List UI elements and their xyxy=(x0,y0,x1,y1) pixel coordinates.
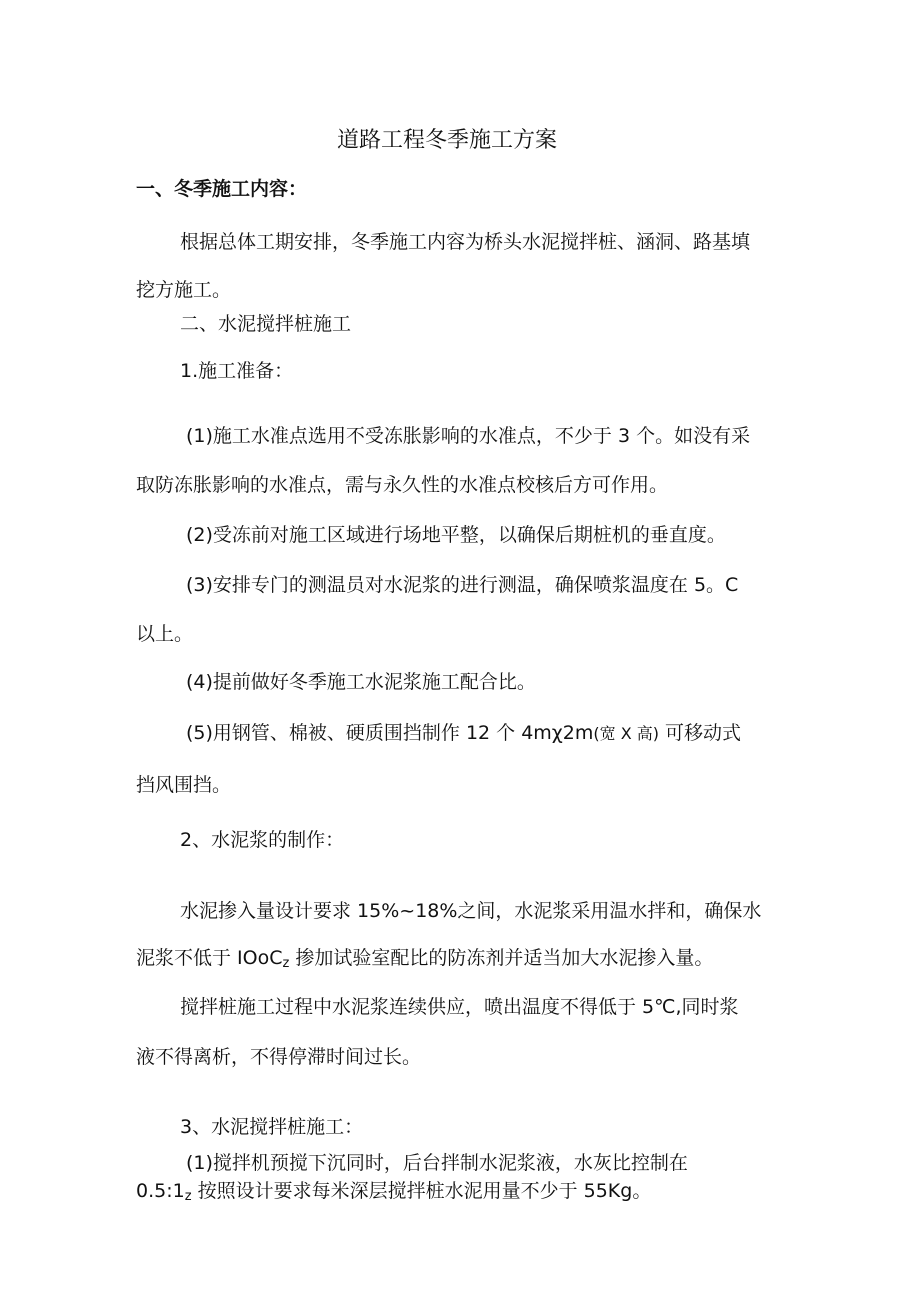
paragraph-line: (1)搅拌机预搅下沉同时，后台拌制水泥浆液，水灰比控制在 xyxy=(186,1152,688,1174)
subsection-heading-slurry: 2、水泥浆的制作： xyxy=(180,829,345,851)
paragraph-text: 0.5:1 xyxy=(136,1180,185,1202)
list-item-line xyxy=(186,721,741,746)
page-title: 道路工程冬季施工方案 xyxy=(337,128,558,153)
paragraph-line: 挖方施工。 xyxy=(136,279,232,301)
paragraph-text: 按照设计要求每米深层搅拌桩水泥用量不少于 55Kg。 xyxy=(191,1180,652,1202)
list-item-line: 以上。 xyxy=(136,623,194,645)
subsection-heading-pile-construction: 3、水泥搅拌桩施工： xyxy=(180,1116,364,1138)
list-item-line: (4)提前做好冬季施工水泥浆施工配合比。 xyxy=(186,671,536,693)
paragraph-line xyxy=(136,946,713,976)
paragraph-line: 水泥掺入量设计要求 15%~18%之间，水泥浆采用温水拌和，确保水 xyxy=(180,900,762,922)
paragraph-line: 搅拌桩施工过程中水泥浆连续供应，喷出温度不得低于 5℃,同时浆 xyxy=(180,996,739,1018)
list-item-text: (5)用钢管、棉被、硬质围挡制作 12 个 4mχ2m xyxy=(186,722,594,744)
list-item-line: (1)施工水准点选用不受冻胀影响的水准点，不少于 3 个。如没有采 xyxy=(186,425,751,447)
section-heading-mixing-pile: 二、水泥搅拌桩施工 xyxy=(180,313,352,335)
subscript-text: z xyxy=(282,956,290,971)
section-heading-winter-content: 一、冬季施工内容： xyxy=(136,178,308,200)
paragraph-text: 掺加试验室配比的防冻剂并适当加大水泥掺入量。 xyxy=(289,947,714,969)
dimension-note: (宽 X 高) xyxy=(593,724,660,743)
list-item-line: (3)安排专门的测温员对水泥浆的进行测温，确保喷浆温度在 5。C xyxy=(186,574,739,596)
paragraph-line xyxy=(136,1179,651,1209)
list-item-line: (2)受冻前对施工区域进行场地平整，以确保后期桩机的垂直度。 xyxy=(186,524,726,546)
subscript-text: z xyxy=(184,1189,192,1204)
list-item-line: 挡风围挡。 xyxy=(136,774,232,796)
list-item-text: 可移动式 xyxy=(659,722,742,744)
paragraph-line: 液不得离析，不得停滞时间过长。 xyxy=(136,1046,422,1068)
paragraph-line: 根据总体工期安排，冬季施工内容为桥头水泥搅拌桩、涵洞、路基填 xyxy=(180,231,751,253)
list-item-line: 取防冻胀影响的水准点，需与永久性的水准点校核后方可作用。 xyxy=(136,474,669,496)
paragraph-text: 泥浆不低于 IOoC xyxy=(136,947,283,969)
subsection-heading-preparation: 1.施工准备： xyxy=(180,360,294,382)
